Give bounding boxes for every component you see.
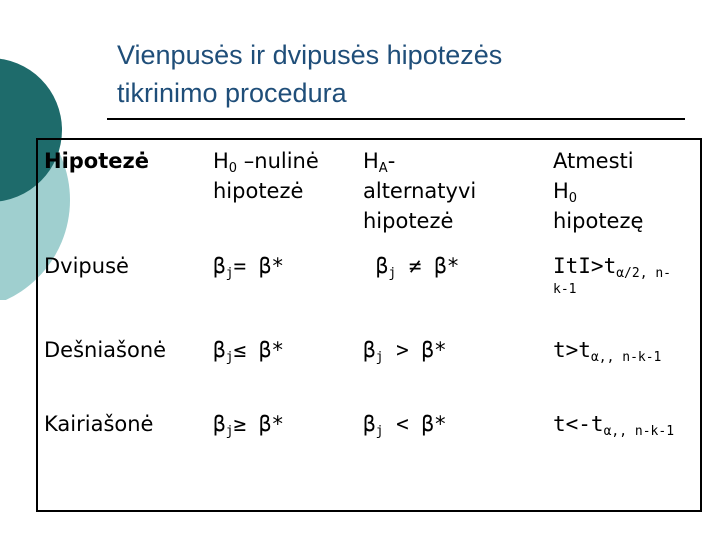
table-row bbox=[37, 245, 701, 329]
table-row bbox=[37, 403, 701, 511]
table-row bbox=[37, 329, 701, 403]
row-test-type: Kairiašonė bbox=[44, 412, 154, 436]
row-null-hypothesis: $\beta_j\ge \beta*$ bbox=[213, 412, 285, 439]
row-rejection-rule: $ItI>t_{\alpha/2, n-}$ k-1 bbox=[553, 254, 672, 297]
row-test-type: Dešniašonė bbox=[44, 338, 167, 362]
row-null-hypothesis: $\beta_j\le \beta*$ bbox=[213, 338, 285, 365]
header-hypothesis: Hipotezė bbox=[44, 149, 149, 173]
row-alternative-hypothesis: $\beta_j \ne \beta*$ bbox=[375, 254, 460, 281]
header-reject-h0: Atmesti $H_0$ hipotezę bbox=[553, 149, 644, 233]
row-null-hypothesis: $\beta_j= \beta*$ bbox=[213, 254, 285, 281]
row-rejection-rule: $t<-t_{\alpha,, n-k-1}$ bbox=[553, 412, 675, 439]
header-null-hypothesis: $H_0$ –nulinė hipotezė bbox=[213, 149, 319, 203]
header-alternative-hypothesis: $H_A-$ alternatyvi hipotezė bbox=[363, 149, 477, 233]
row-alternative-hypothesis: $\beta_j > \beta*$ bbox=[363, 338, 447, 365]
slide-title bbox=[117, 36, 677, 112]
title-divider bbox=[107, 118, 685, 120]
title-line-2: tikrinimo procedura bbox=[117, 78, 347, 108]
row-alternative-hypothesis: $\beta_j < \beta*$ bbox=[363, 412, 447, 439]
title-line-1: Vienpusės ir dvipusės hipotezės bbox=[117, 40, 503, 70]
table-header-row bbox=[37, 139, 701, 245]
row-rejection-rule: $t>t_{\alpha,, n-k-1}$ bbox=[553, 338, 662, 365]
hypothesis-table bbox=[36, 138, 702, 512]
row-test-type: Dvipusė bbox=[44, 254, 129, 278]
